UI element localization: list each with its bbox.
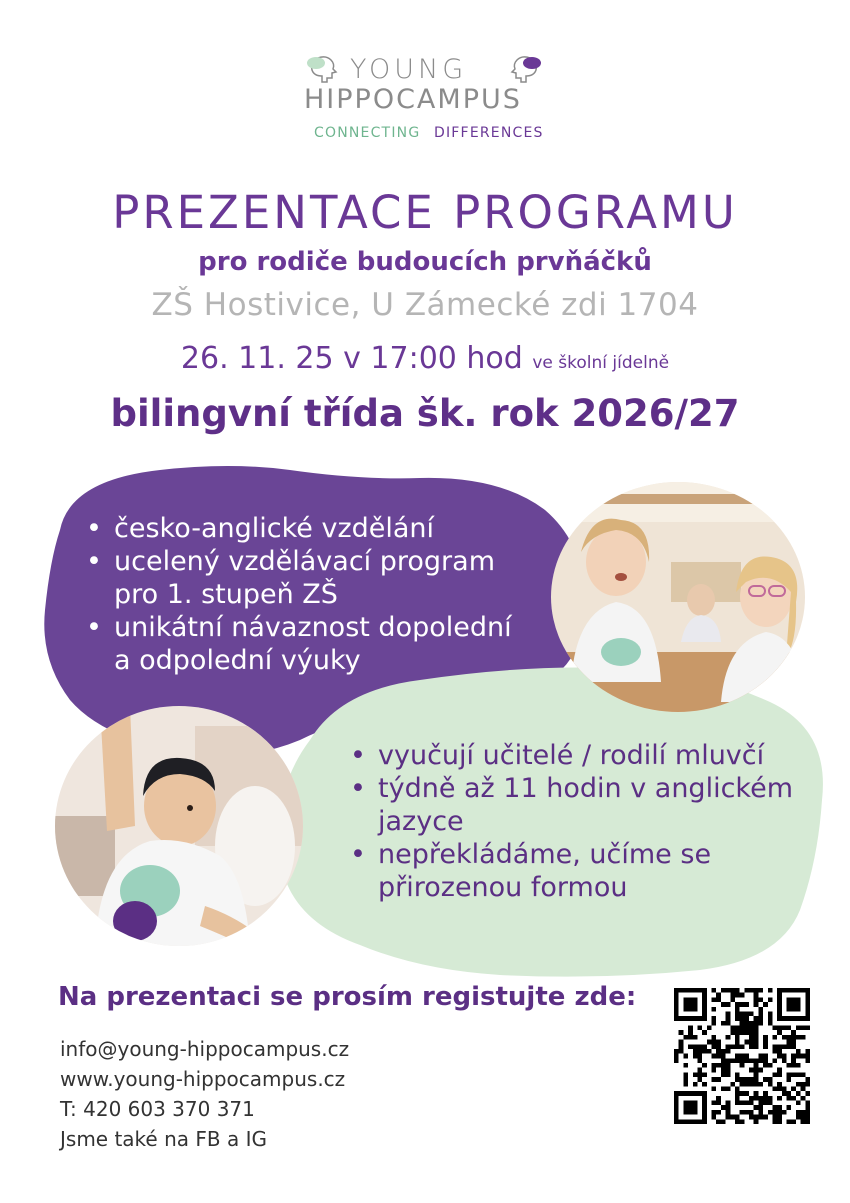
list-item-text: jazyce <box>378 806 464 837</box>
list-item-text: a odpolední výuky <box>114 645 361 676</box>
children-in-classroom-image <box>551 482 805 712</box>
program-features-list <box>82 512 512 677</box>
list-item-text: přirozenou formou <box>378 872 628 903</box>
list-item-continuation <box>82 644 512 677</box>
list-item: • česko-anglické vzdělání <box>82 512 512 545</box>
contact-email-link[interactable]: info@young-hippocampus.cz <box>60 1037 350 1061</box>
list-item: • ucelený vzdělávací program <box>82 545 512 578</box>
event-date-time: 26. 11. 25 v 17:00 hod <box>180 341 523 376</box>
list-item: • vyučují učitelé / rodilí mluvčí <box>346 739 793 772</box>
list-item: • týdně až 11 hodin v anglickém <box>346 772 793 805</box>
logo-tagline-differences: DIFFERENCES <box>434 125 544 141</box>
list-item-continuation <box>346 871 793 904</box>
class-year-heading: bilingvní třída šk. rok 2026/27 <box>110 392 740 435</box>
boy-raising-hand-image <box>55 706 303 946</box>
head-speech-bubble-icon <box>506 54 544 84</box>
logo-text-hippocampus: HIPPOCAMPUS <box>304 84 522 115</box>
teaching-features-list <box>346 739 793 904</box>
list-item: • unikátní návaznost dopolední <box>82 611 512 644</box>
subtitle: pro rodiče budoucích prvňáčků <box>198 247 652 277</box>
school-address: ZŠ Hostivice, U Zámecké zdi 1704 <box>151 287 699 323</box>
head-speech-bubble-icon <box>304 54 342 84</box>
list-item-continuation <box>346 805 793 838</box>
event-location: ve školní jídelně <box>532 353 670 373</box>
qr-code-image <box>674 988 810 1124</box>
contact-website-link[interactable]: www.young-hippocampus.cz <box>60 1067 346 1091</box>
event-datetime <box>0 341 850 376</box>
logo-tagline-connecting: CONNECTING <box>314 125 421 141</box>
list-item: • nepřekládáme, učíme se <box>346 838 793 871</box>
logo-text-young: YOUNG <box>350 54 468 85</box>
list-item-continuation <box>82 578 512 611</box>
contact-social-note: Jsme také na FB a IG <box>60 1127 267 1151</box>
classroom-photo-girls <box>551 482 805 712</box>
contact-phone: T: 420 603 370 371 <box>60 1097 255 1121</box>
registration-call-to-action: Na prezentaci se prosím registujte zde: <box>58 982 637 1012</box>
qr-code-icon[interactable] <box>674 988 810 1124</box>
page-title: PREZENTACE PROGRAMU <box>112 186 738 239</box>
classroom-photo-boy <box>55 706 303 946</box>
list-item-text: pro 1. stupeň ZŠ <box>114 579 338 610</box>
brand-logo <box>298 48 560 148</box>
